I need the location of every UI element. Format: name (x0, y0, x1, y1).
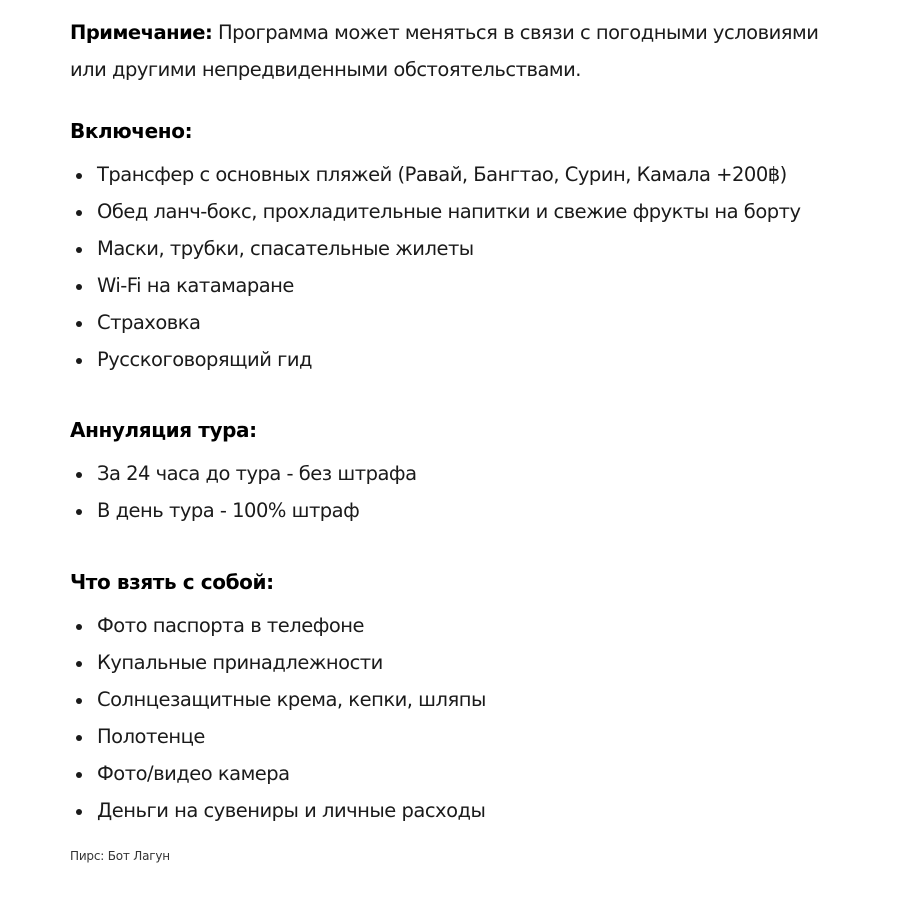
list-item (70, 607, 486, 644)
included-section (70, 117, 801, 378)
bullet-icon (76, 321, 82, 327)
list-item (70, 492, 417, 529)
pier-footer: Пирс: Бот Лагун (70, 849, 170, 863)
bring-title: Что взять с собой: (70, 570, 274, 594)
list-item-text: Полотенце (97, 725, 205, 748)
list-item (70, 230, 801, 267)
list-item-text: Обед ланч-бокс, прохладительные напитки и свежие фрукты на борту (97, 200, 801, 223)
bullet-icon (76, 698, 82, 704)
list-item (70, 193, 801, 230)
bullet-icon (76, 173, 82, 179)
cancellation-title: Аннуляция тура: (70, 418, 257, 442)
bullet-icon (76, 284, 82, 290)
list-item-text: За 24 часа до тура - без штрафа (97, 462, 417, 485)
note-label: Примечание: (70, 21, 213, 44)
bullet-icon (76, 809, 82, 815)
bring-list (70, 607, 486, 829)
list-item-text: Солнцезащитные крема, кепки, шляпы (97, 688, 486, 711)
list-item (70, 455, 417, 492)
list-item (70, 341, 801, 378)
bullet-icon (76, 772, 82, 778)
bullet-icon (76, 472, 82, 478)
bullet-icon (76, 624, 82, 630)
list-item-text: Страховка (97, 311, 201, 334)
bullet-icon (76, 735, 82, 741)
list-item (70, 792, 486, 829)
list-item (70, 681, 486, 718)
list-item (70, 267, 801, 304)
document-page (70, 14, 870, 822)
list-item-text: Трансфер с основных пляжей (Равай, Бангтао, Сурин, Камала +200฿) (97, 163, 787, 186)
list-item (70, 156, 801, 193)
list-item-text: Фото паспорта в телефоне (97, 614, 365, 637)
bullet-icon (76, 210, 82, 216)
list-item (70, 304, 801, 341)
cancellation-section (70, 416, 417, 529)
bullet-icon (76, 358, 82, 364)
bring-section (70, 568, 486, 829)
bullet-icon (76, 247, 82, 253)
included-list (70, 156, 801, 378)
list-item-text: Маски, трубки, спасательные жилеты (97, 237, 474, 260)
list-item (70, 718, 486, 755)
included-title: Включено: (70, 119, 193, 143)
note-text-1: Программа может меняться в связи с погодными условиями (212, 21, 819, 44)
cancellation-list (70, 455, 417, 529)
list-item-text: Русскоговорящий гид (97, 348, 312, 371)
list-item (70, 644, 486, 681)
list-item-text: Фото/видео камера (97, 762, 290, 785)
list-item (70, 755, 486, 792)
list-item-text: Wi-Fi на катамаране (97, 274, 294, 297)
note-line-1 (70, 14, 870, 51)
list-item-text: В день тура - 100% штраф (97, 499, 360, 522)
list-item-text: Купальные принадлежности (97, 651, 383, 674)
bullet-icon (76, 509, 82, 515)
note-line-2: или другими непредвиденными обстоятельствами. (70, 58, 581, 81)
list-item-text: Деньги на сувениры и личные расходы (97, 799, 486, 822)
bullet-icon (76, 661, 82, 667)
